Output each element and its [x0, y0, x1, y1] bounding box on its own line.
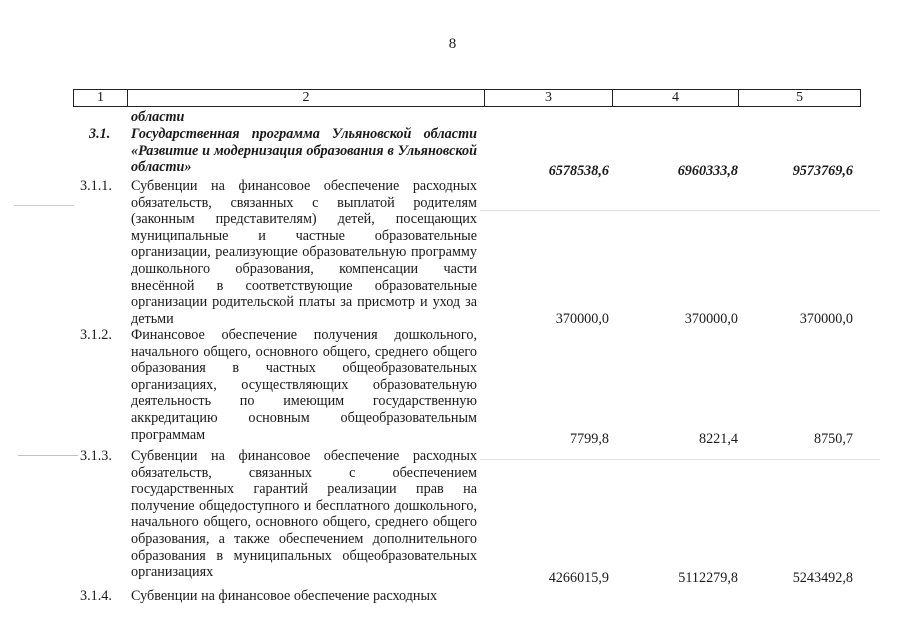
row-code: 3.1.4.	[80, 588, 112, 604]
header-col-2: 2	[128, 90, 485, 106]
scan-artifact	[14, 205, 74, 206]
header-col-4: 4	[613, 90, 739, 106]
row-description: Субвенции на финансовое обеспечение расходных	[131, 588, 438, 604]
row-value-col4: 5112279,8	[678, 570, 738, 586]
row-value-col3: 370000,0	[555, 311, 609, 327]
row-description: Субвенции на финансовое обеспечение расходных обязательств, связанных с обеспечением государственных гарантий реализации прав на получение общедоступного и бесплатного дошкольного, начального общего, основного общего, среднего общего образования, а также обеспечением дополнительного образования в муниципальных общеобразовательных организациях	[131, 448, 477, 581]
row-value-col3: 4266015,9	[548, 570, 609, 586]
row-value-col3: 7799,8	[569, 431, 609, 447]
row-code: 3.1.2.	[80, 327, 112, 343]
row-value-col4: 370000,0	[684, 311, 738, 327]
scan-artifact	[480, 459, 880, 460]
row-value-col5: 9573769,6	[792, 163, 853, 179]
row-value-col5: 5243492,8	[792, 570, 853, 586]
row-code: 3.1.3.	[80, 448, 112, 464]
row-value-col4: 8221,4	[698, 431, 738, 447]
row-code: 3.1.	[89, 126, 111, 142]
row-code: 3.1.1.	[80, 178, 112, 194]
row-value-col5: 370000,0	[799, 311, 853, 327]
scan-artifact	[18, 455, 78, 456]
header-col-1: 1	[74, 90, 128, 106]
header-col-3: 3	[485, 90, 613, 106]
row-description: Государственная программа Ульяновской области «Развитие и модернизация образования в Ульяновской области»	[131, 126, 477, 176]
row-description: Финансовое обеспечение получения дошкольного, начального общего, основного общего, среднего общего образования в частных общеобразовательных организациях, осуществляющих образовательную деятельность по имеющим государственную аккредитацию основным общеобразовательным программам	[131, 327, 477, 443]
row-value-col5: 8750,7	[813, 431, 853, 447]
row-description: Субвенции на финансовое обеспечение расходных обязательств, связанных с выплатой родителям (законным представителям) детей, посещающих муниципальные и частные образовательные организации, реализующие образовательную программу дошкольного образования, компенсации части внесённой в соответствующие образовательные организации родительской платы за присмотр и уход за детьми	[131, 178, 477, 327]
header-col-5: 5	[796, 90, 803, 105]
table-header-row	[73, 89, 861, 107]
page-number: 8	[448, 36, 457, 52]
row-value-col4: 6960333,8	[677, 163, 738, 179]
row-value-col3: 6578538,6	[548, 163, 609, 179]
scan-artifact	[480, 210, 880, 211]
continued-text: области	[131, 109, 185, 125]
